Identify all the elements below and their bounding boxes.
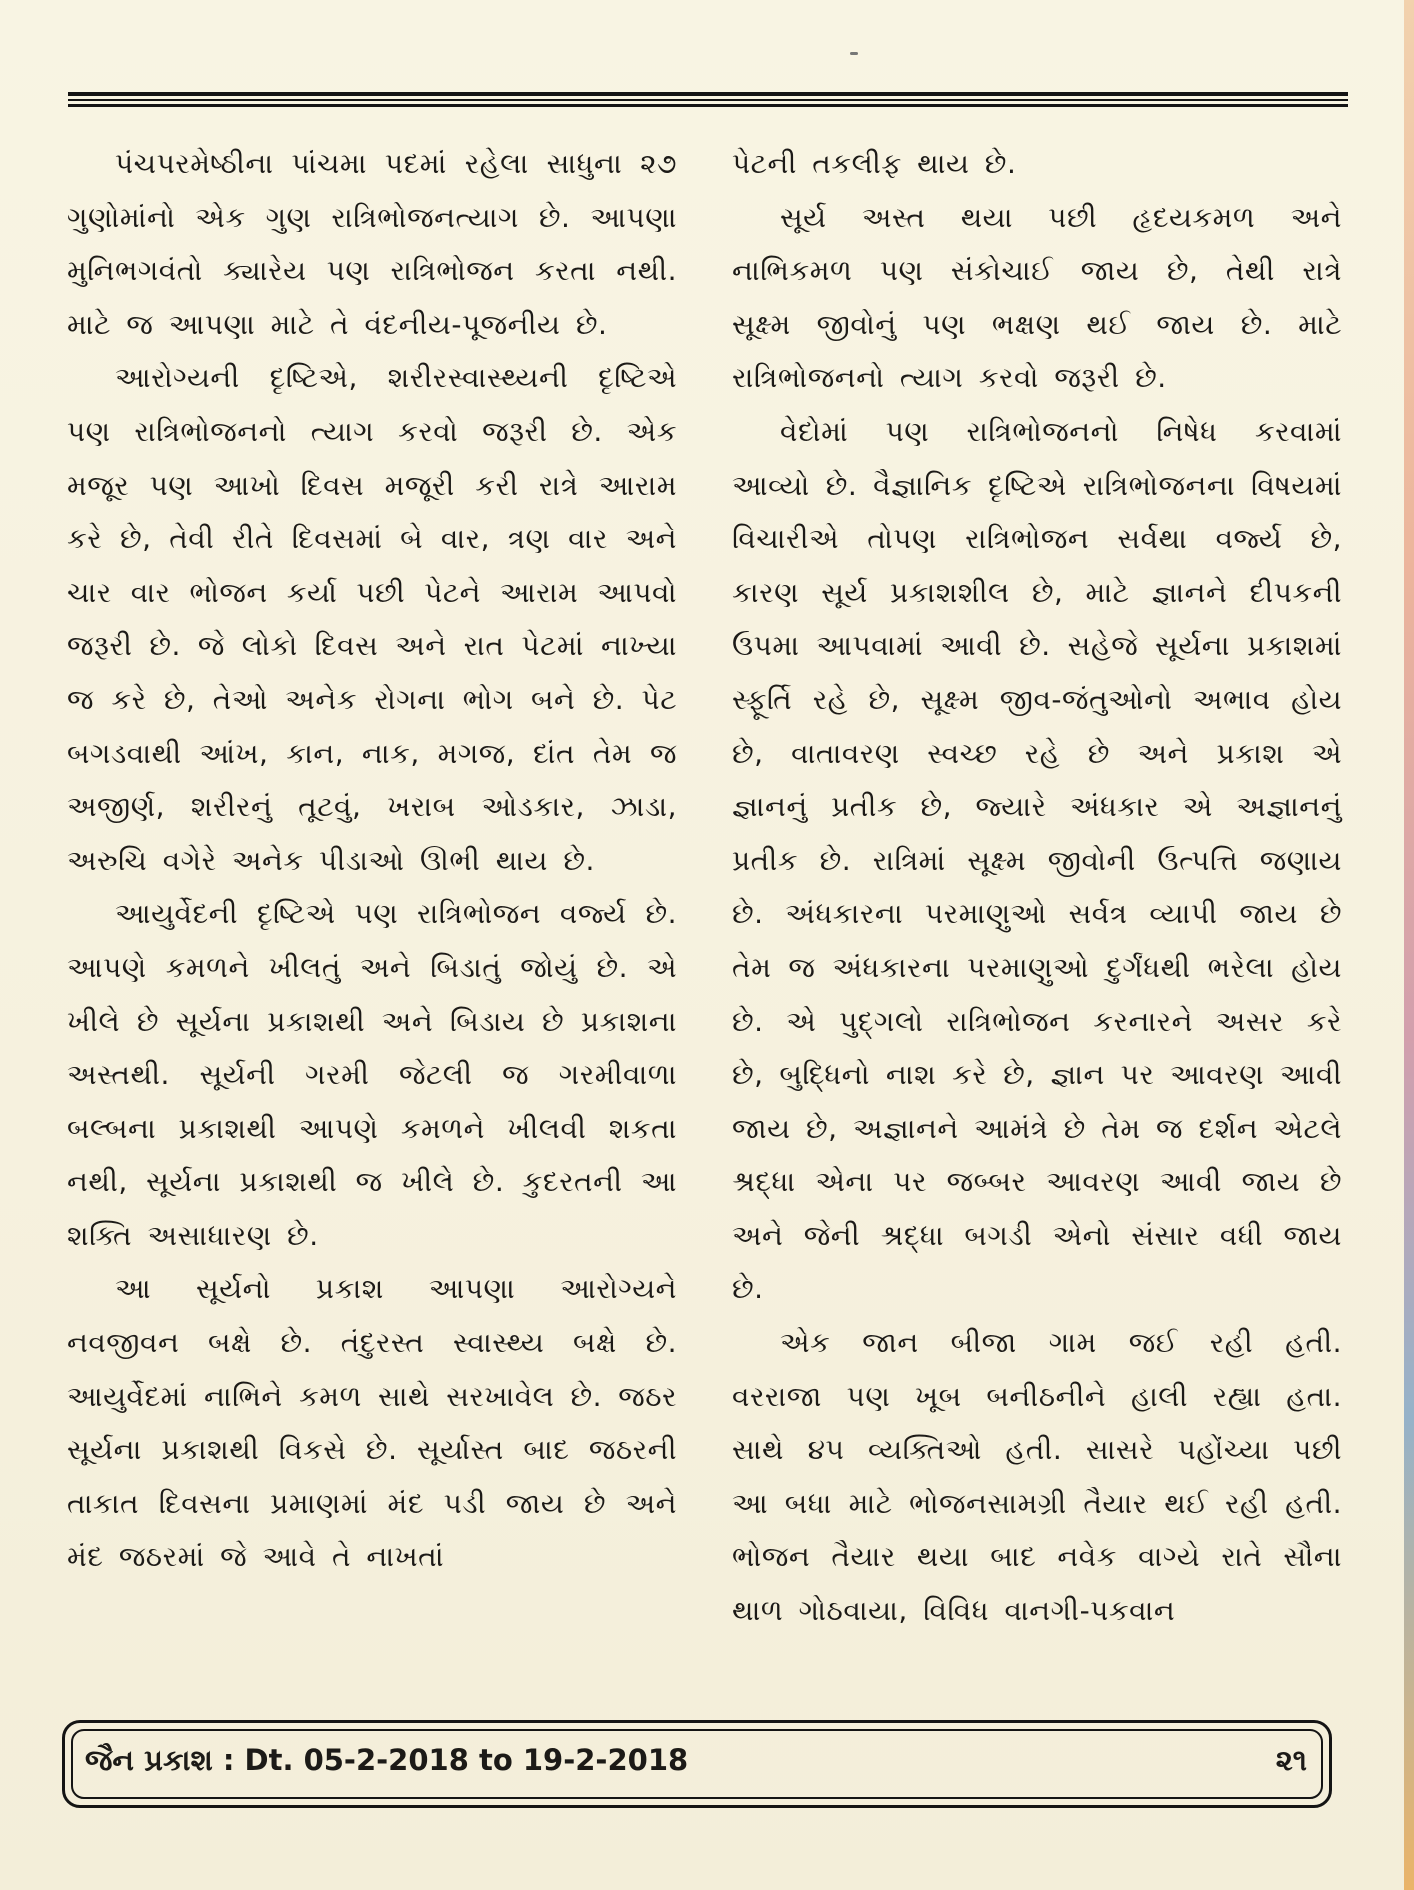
paragraph-continuation: પેટની તકલીફ થાય છે. [732, 147, 1017, 180]
page-edge-stripe [1404, 0, 1414, 1890]
issue-date-range: Dt. 05-2-2018 to 19-2-2018 [244, 1743, 689, 1777]
header-rule-bottom [68, 104, 1348, 107]
paragraph: આયુર્વેદની દૃષ્ટિએ પણ રાત્રિભોજન વર્જ્ય છે. આપણે કમળને ખીલતું અને બિડાતું જોયું છે. એ ખીલે છે સૂર્યના પ્રકાશથી અને બિડાય છે પ્રકાશના અસ્તથી. સૂર્યની ગરમી જેટલી જ ગરમીવાળા બલ્બના પ્રકાશથી આપણે કમળને ખીલવી શકતા નથી, સૂર્યના પ્રકાશથી જ ખીલે છે. કુદરતની આ શક્તિ અસાધારણ છે. [67, 897, 677, 1252]
paragraph: આરોગ્યની દૃષ્ટિએ, શરીરસ્વાસ્થ્યની દૃષ્ટિએ પણ રાત્રિભોજનનો ત્યાગ કરવો જરૂરી છે. એક મજૂર પણ આખો દિવસ મજૂરી કરી રાત્રે આરામ કરે છે, તેવી રીતે દિવસમાં બે વાર, ત્રણ વાર અને ચાર વાર ભોજન કર્યા પછી પેટને આરામ આપવો જરૂરી છે. જે લોકો દિવસ અને રાત પેટમાં નાખ્યા જ કરે છે, તેઓ અનેક રોગના ભોગ બને છે. પેટ બગડવાથી આંખ, કાન, નાક, મગજ, દાંત તેમ જ અજીર્ણ, શરીરનું તૂટવું, ખરાબ ઓડકાર, ઝાડા, અરુચિ વગેરે અનેક પીડાઓ ઊભી થાય છે. [67, 361, 677, 877]
footer-publication-line [85, 1743, 688, 1778]
header-rule-top [68, 92, 1348, 96]
right-text-column [732, 137, 1342, 1638]
ink-speck [850, 52, 858, 55]
paragraph: એક જાન બીજા ગામ જઈ રહી હતી. વરરાજા પણ ખૂબ બનીઠનીને હાલી રહ્યા હતા. સાથે ૪૫ વ્યક્તિઓ હતી. સાસરે પહોંચ્યા પછી આ બધા માટે ભોજનસામગ્રી તૈયાર થઈ રહી હતી. ભોજન તૈયાર થયા બાદ નવેક વાગ્યે રાતે સૌના થાળ ગોઠવાયા, વિવિધ વાનગી-પકવાન [732, 1326, 1342, 1628]
left-text-column [67, 137, 677, 1584]
page-number: ૨૧ [1275, 1743, 1307, 1777]
header-rule-middle [68, 99, 1348, 101]
paragraph: વેદોમાં પણ રાત્રિભોજનનો નિષેધ કરવામાં આવ્યો છે. વૈજ્ઞાનિક દૃષ્ટિએ રાત્રિભોજનના વિષયમાં વિચારીએ તોપણ રાત્રિભોજન સર્વથા વર્જ્ય છે, કારણ સૂર્ય પ્રકાશશીલ છે, માટે જ્ઞાનને દીપકની ઉપમા આપવામાં આવી છે. સહેજે સૂર્યના પ્રકાશમાં સ્ફૂર્તિ રહે છે, સૂક્ષ્મ જીવ-જંતુઓનો અભાવ હોય છે, વાતાવરણ સ્વચ્છ રહે છે અને પ્રકાશ એ જ્ઞાનનું પ્રતીક છે, જ્યારે અંધકાર એ અજ્ઞાનનું પ્રતીક છે. રાત્રિમાં સૂક્ષ્મ જીવોની ઉત્પત્તિ જણાય છે. અંધકારના પરમાણુઓ સર્વત્ર વ્યાપી જાય છે તેમ જ અંધકારના પરમાણુઓ દુર્ગંધથી ભરેલા હોય છે. એ પુદ્ગલો રાત્રિભોજન કરનારને અસર કરે છે, બુદ્ધિનો નાશ કરે છે, જ્ઞાન પર આવરણ આવી જાય છે, અજ્ઞાનને આમંત્રે છે તેમ જ દર્શન એટલે શ્રદ્ધા એના પર જબ્બર આવરણ આવી જાય છે અને જેની શ્રદ્ધા બગડી એનો સંસાર વધી જાય છે. [732, 414, 1342, 1306]
paragraph: આ સૂર્યનો પ્રકાશ આપણા આરોગ્યને નવજીવન બક્ષે છે. તંદુરસ્ત સ્વાસ્થ્ય બક્ષે છે. આયુર્વેદમાં નાભિને કમળ સાથે સરખાવેલ છે. જઠર સૂર્યના પ્રકાશથી વિકસે છે. સૂર્યાસ્ત બાદ જઠરની તાકાત દિવસના પ્રમાણમાં મંદ પડી જાય છે અને મંદ જઠરમાં જે આવે તે નાખતાં [67, 1272, 677, 1574]
publication-name: જૈન પ્રકાશ [85, 1743, 213, 1777]
footer-frame [62, 1720, 1332, 1808]
paragraph: સૂર્ય અસ્ત થયા પછી હૃદયકમળ અને નાભિકમળ પણ સંકોચાઈ જાય છે, તેથી રાત્રે સૂક્ષ્મ જીવોનું પણ ભક્ષણ થઈ જાય છે. માટે રાત્રિભોજનનો ત્યાગ કરવો જરૂરી છે. [732, 200, 1342, 395]
paragraph: પંચપરમેષ્ઠીના પાંચમા પદમાં રહેલા સાધુના ૨૭ ગુણોમાંનો એક ગુણ રાત્રિભોજનત્યાગ છે. આપણા મુનિભગવંતો ક્યારેય પણ રાત્રિભોજન કરતા નથી. માટે જ આપણા માટે તે વંદનીય-પૂજનીય છે. [67, 147, 677, 341]
footer-separator: : [222, 1743, 235, 1777]
